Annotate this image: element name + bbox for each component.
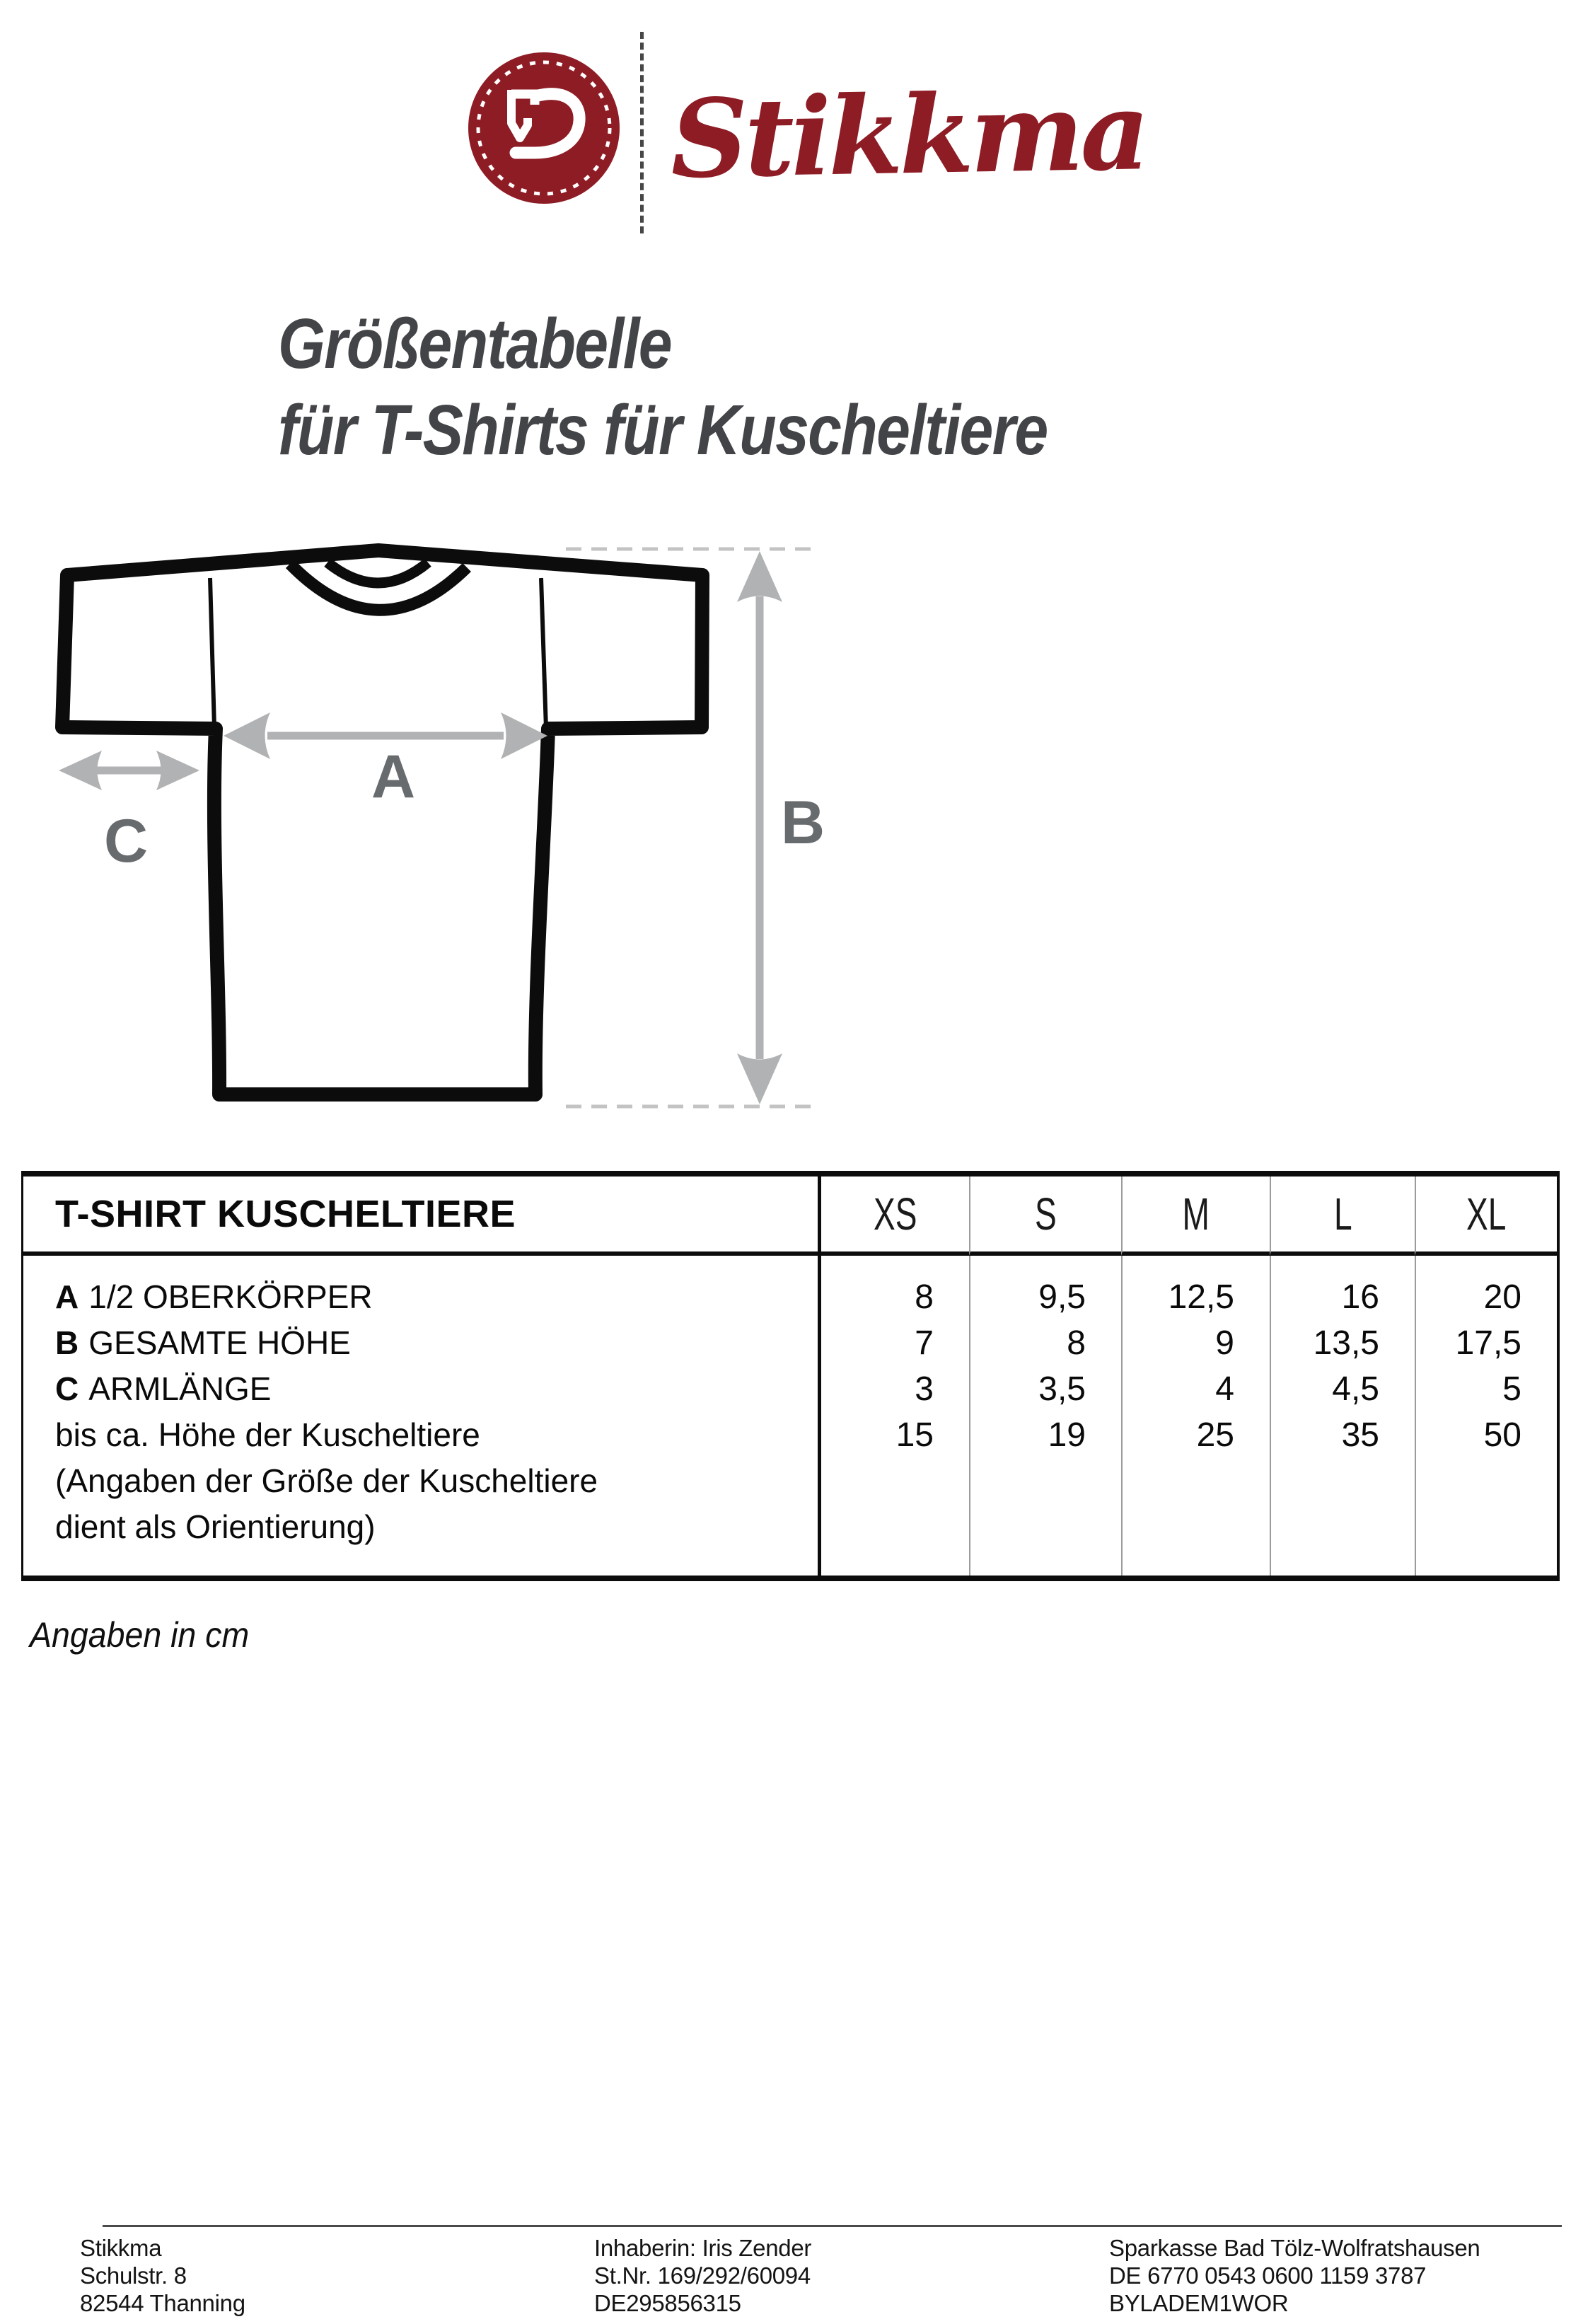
row-label-b: B GESAMTE HÖHE	[55, 1324, 351, 1361]
page-title-line1: Größentabelle	[278, 304, 671, 383]
table-note-line1: (Angaben der Größe der Kuscheltiere	[55, 1462, 598, 1499]
diagram-label-c: C	[103, 807, 149, 875]
brand-wordmark: Stikkma	[669, 67, 1148, 202]
values-column-xl: 20 17,5 5 50	[1415, 1256, 1557, 1576]
size-table	[21, 1171, 1560, 1581]
logo-divider	[640, 32, 644, 233]
diagram-label-b: B	[780, 789, 825, 857]
values-column-m: 12,5 9 4 25	[1121, 1256, 1270, 1576]
sewing-machine-icon	[467, 51, 621, 205]
size-table-title: T-SHIRT KUSCHELTIERE	[23, 1177, 818, 1256]
diagram-label-a: A	[371, 743, 416, 811]
tshirt-outline	[62, 550, 702, 1094]
values-column-s: 9,5 8 3,5 19	[969, 1256, 1121, 1576]
measure-arrow-c	[59, 751, 199, 790]
column-header-l: L	[1270, 1177, 1415, 1256]
column-header-s: S	[969, 1177, 1121, 1256]
values-column-xs: 8 7 3 15	[818, 1256, 969, 1576]
footer-owner-tax: Inhaberin: Iris Zender St.Nr. 169/292/60094 DE295856315	[594, 2235, 812, 2316]
row-label-a: A 1/2 OBERKÖRPER	[55, 1278, 373, 1315]
table-note-line2: dient als Orientierung)	[55, 1508, 376, 1545]
column-header-xl: XL	[1415, 1177, 1557, 1256]
footer-divider	[103, 2225, 1562, 2227]
measure-arrow-b	[737, 551, 782, 1104]
footer-bank: Sparkasse Bad Tölz-Wolfratshausen DE 6770 0543 0600 1159 3787 BYLADEM1WOR	[1109, 2235, 1480, 2316]
tshirt-measurement-diagram	[42, 534, 835, 1121]
row-labels	[23, 1256, 818, 1576]
page-title-line2: für T-Shirts für Kuscheltiere	[278, 391, 1048, 470]
footer-address: Stikkma Schulstr. 8 82544 Thanning	[80, 2235, 245, 2316]
column-header-xs: XS	[818, 1177, 969, 1256]
brand-badge	[467, 51, 621, 205]
row-label-height: bis ca. Höhe der Kuscheltiere	[55, 1416, 480, 1453]
units-note: Angaben in cm	[30, 1615, 250, 1655]
row-label-c: C ARMLÄNGE	[55, 1370, 272, 1407]
page-title	[278, 301, 1047, 473]
column-header-m: M	[1121, 1177, 1270, 1256]
values-column-l: 16 13,5 4,5 35	[1270, 1256, 1415, 1576]
